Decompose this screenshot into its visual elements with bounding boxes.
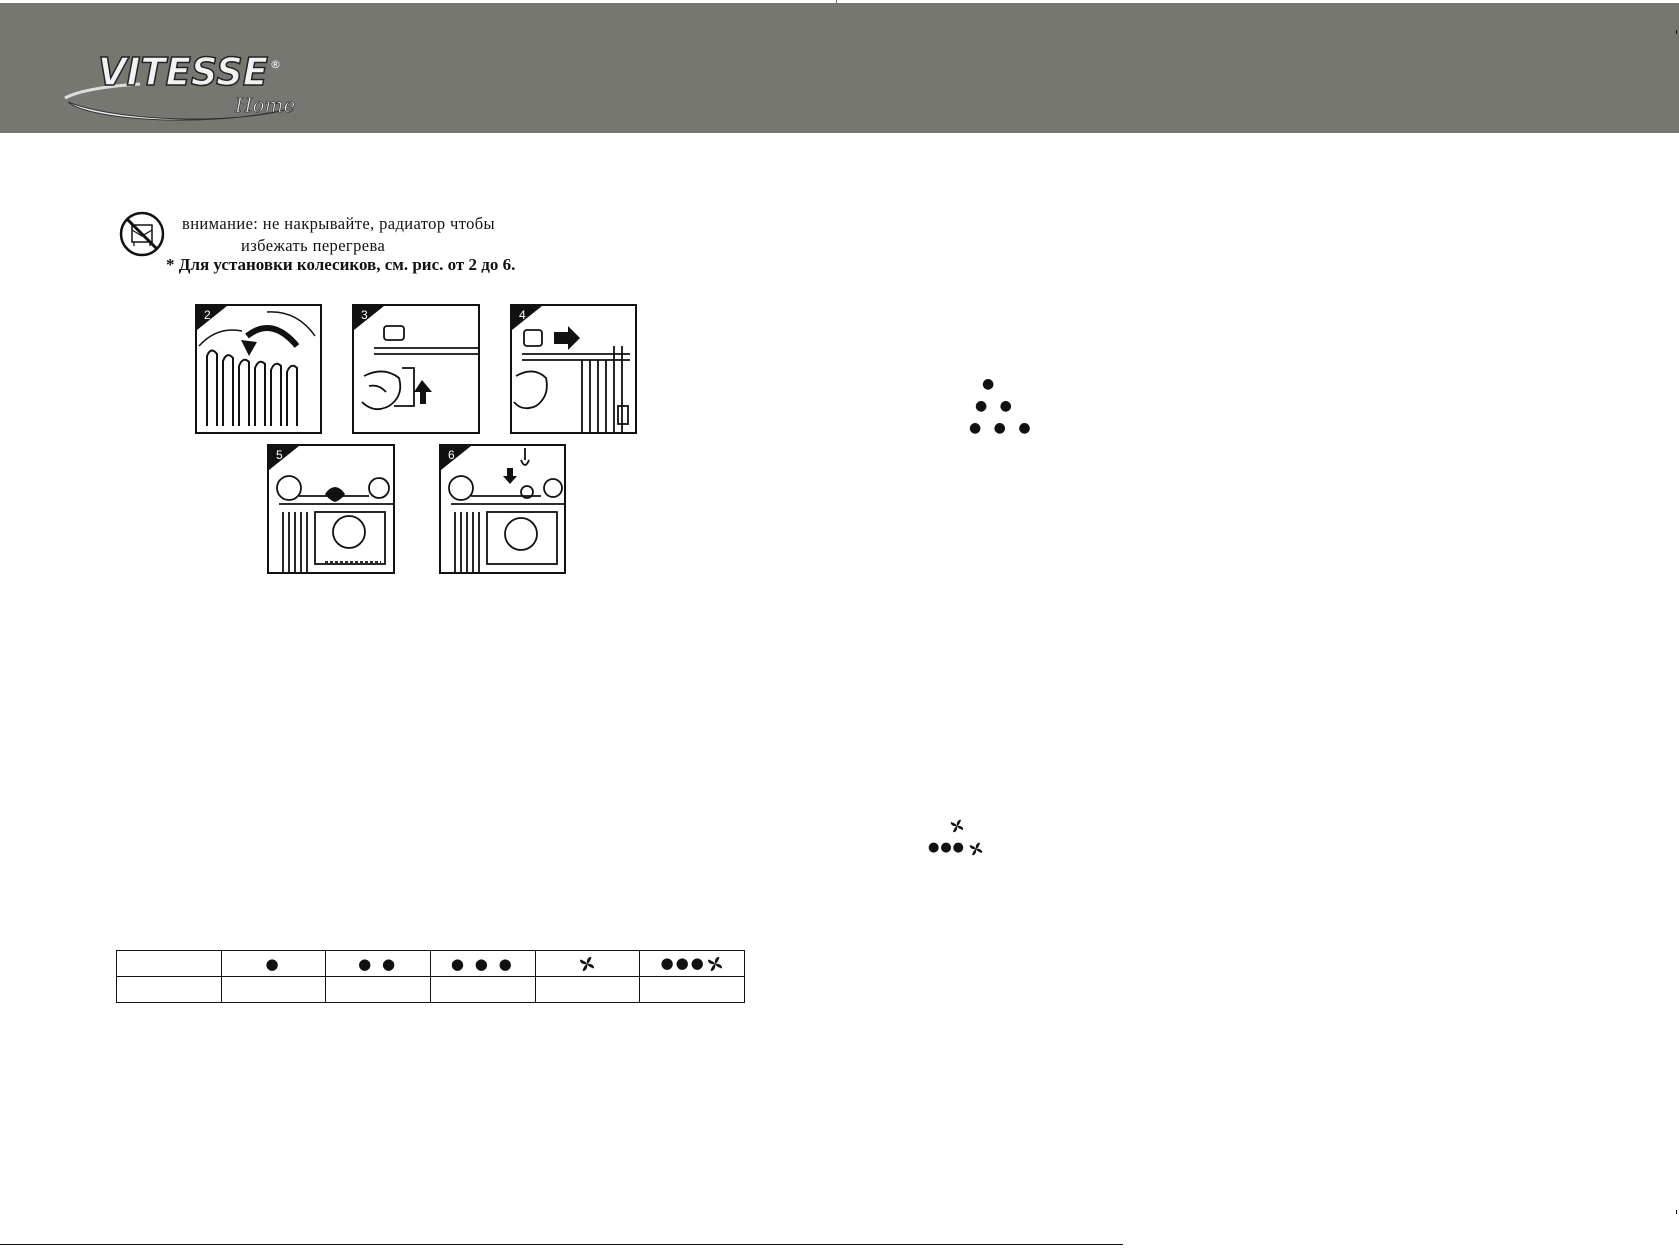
no-cover-warning-icon: [118, 210, 166, 258]
fan-icon: [949, 818, 965, 834]
table-cell: [430, 977, 535, 1003]
figure-number: 4: [519, 308, 526, 322]
figure-number-tab: [441, 446, 471, 470]
crop-mark: [1676, 30, 1677, 34]
table-cell: [117, 977, 222, 1003]
svg-text:Home: Home: [235, 93, 296, 117]
table-cell: [640, 977, 745, 1003]
figure-number: 3: [361, 308, 368, 322]
vitesse-logo: [60, 50, 310, 130]
figure-number: 6: [448, 448, 455, 462]
wheels-installation-note: * Для установки колесиков, см. рис. от 2 до 6.: [166, 255, 516, 274]
svg-text:VITESSE: VITESSE: [98, 50, 269, 94]
table-cell: ●: [221, 951, 326, 977]
table-cell: [326, 977, 431, 1003]
table-cell: [221, 977, 326, 1003]
fan-icon: [968, 841, 984, 857]
warning-text-line1: внимание: не накрывайте, радиатор чтобы: [182, 214, 496, 233]
legend-three-dots-fan: [928, 840, 988, 858]
table-row: [117, 977, 745, 1003]
svg-text:®: ®: [270, 58, 281, 71]
bottom-rule: [0, 1244, 1123, 1245]
legend-two-dots: ● ●: [975, 398, 1016, 414]
modes-table: [116, 950, 745, 1003]
header-divider: [836, 0, 837, 3]
table-row: [117, 951, 745, 977]
figure-6: [439, 444, 566, 574]
figure-number-tab: [269, 446, 299, 470]
warning-text-line2: избежать перегрева: [241, 236, 386, 255]
figure-3: [352, 304, 480, 434]
table-cell: [117, 951, 222, 977]
legend-three-dots: ● ● ●: [969, 420, 1035, 436]
figure-number-tab: [197, 306, 227, 330]
table-cell: ● ● ●: [430, 951, 535, 977]
figure-number: 5: [276, 448, 283, 462]
legend-dots: ●●●: [928, 840, 966, 855]
fan-icon: [706, 955, 724, 973]
fan-icon: [578, 955, 596, 973]
figure-number-tab: [354, 306, 384, 330]
figure-4: [510, 304, 637, 434]
crop-mark: [1676, 1210, 1677, 1214]
legend-one-dot: ●: [982, 376, 999, 392]
table-cell-dots-fan: [640, 951, 745, 977]
table-cell-fan: [535, 951, 640, 977]
figure-number-tab: [512, 306, 542, 330]
figure-5: [267, 444, 395, 574]
figure-number: 2: [204, 308, 211, 322]
table-cell: [535, 977, 640, 1003]
dots: ●●●: [660, 954, 706, 973]
table-cell: ● ●: [326, 951, 431, 977]
figure-2: [195, 304, 322, 434]
